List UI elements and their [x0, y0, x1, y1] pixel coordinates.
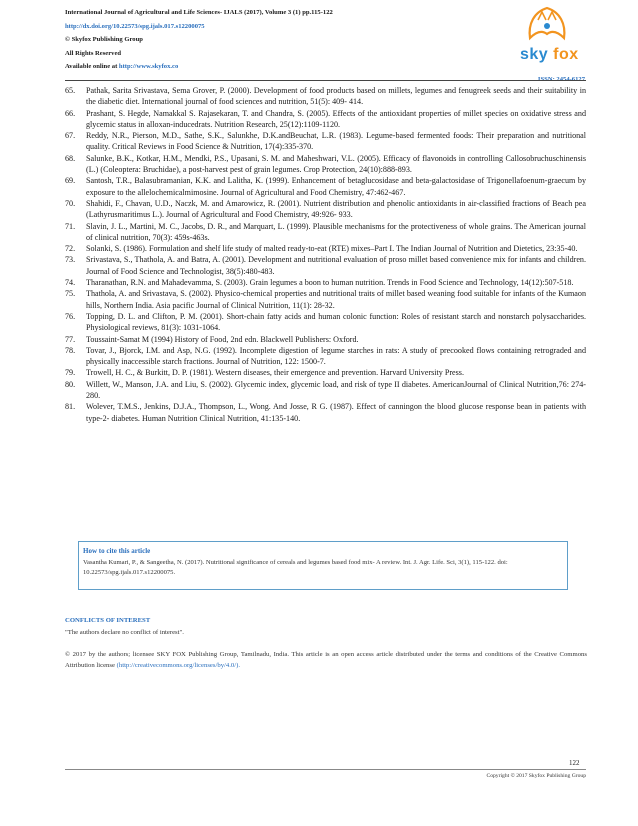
available-online: [65, 60, 585, 74]
journal-citation: International Journal of Agricultural and Life Sciences- IJALS (2017), Volume 3 (1) pp.115-122: [65, 9, 333, 16]
reference-text: Solanki, S. (1986). Formulation and shelf life study of malted ready-to-eat (RTE) mixes–Part I. The Indian Journal of Nutrition and Dietetics, 23:35-40.: [86, 244, 578, 254]
reference-number: 79.: [65, 368, 76, 378]
reference-number: 78.: [65, 345, 76, 355]
reference-item: [65, 401, 586, 424]
conflicts-statement: "The authors declare no conflict of interest".: [65, 629, 184, 636]
journal-header: [65, 6, 585, 83]
reference-item: [65, 198, 586, 221]
reference-item: [65, 108, 586, 131]
logo-wordmark: [520, 46, 579, 64]
rights-line: All Rights Reserved: [65, 49, 122, 57]
header-divider: [65, 80, 586, 81]
reference-text: Trowell, H. C., & Burkitt, D. P. (1981). Western diseases, their emergence and prevention. Harvard University Press.: [86, 368, 464, 378]
reference-item: [65, 175, 586, 198]
reference-number: 77.: [65, 334, 76, 344]
reference-text: Tovar, J., Bjorck, I.M. and Asp, N.G. (1992). Incomplete digestion of legume starches in rats: A study of precooked flows containing retrograded and physically inaccessible starch fractions. Journal of Nutrition, 122: 1500-7.: [86, 345, 586, 367]
citation-box: [78, 541, 568, 590]
reference-list: [65, 85, 586, 424]
reference-item: [65, 153, 586, 176]
skyfox-logo: [508, 4, 584, 66]
doi-link[interactable]: http://dx.doi.org/10.22573/spg.ijals.017.s12200075: [65, 22, 205, 30]
reference-item: [65, 254, 586, 277]
license-link[interactable]: (http://creativecommons.org/licenses/by/4.0/).: [116, 662, 241, 669]
reference-number: 80.: [65, 379, 76, 389]
conflicts-heading: CONFLICTS OF INTEREST: [65, 617, 151, 624]
available-label: Available online at: [65, 63, 119, 70]
reference-item: [65, 334, 586, 345]
publisher-line: © Skyfox Publishing Group: [65, 36, 143, 43]
reference-item: [65, 345, 586, 368]
reference-item: [65, 85, 586, 108]
reference-number: 65.: [65, 86, 76, 95]
reference-text: Pathak, Sarita Srivastava, Sema Grover, P. (2000). Development of food products based on millets, legumes and fenugreek seeds and their suitability in the diabetic diet. International journal of food sciences and nutrition, 51(5): 409- 414.: [86, 86, 586, 107]
reference-item: [65, 311, 586, 334]
reference-number: 76.: [65, 311, 76, 321]
reference-item: [65, 367, 586, 378]
reference-number: 66.: [65, 108, 76, 118]
reference-text: Slavin, J. L., Martini, M. C., Jacobs, D. R., and Marquart, L. (1999). Plausible mechanisms for the protectiveness of whole grains. The American journal of clinical nutrition, 70(3): 459s-463s.: [86, 221, 586, 242]
reference-text: Salunke, B.K., Kotkar, H.M., Mendki, P.S., Upasani, S. M. and Maheshwari, V.L. (2005). Efficacy of flavonoids in controlling Callosobruchuschinensis (L.) (Coleoptera: Bruchidae), a post-harvest pest of grain legumes. Crop Protection, 24(10):888-893.: [86, 153, 586, 175]
reference-number: 73.: [65, 255, 76, 265]
reference-item: [65, 288, 586, 311]
reference-number: 68.: [65, 153, 76, 163]
reference-number: 72.: [65, 244, 76, 254]
reference-number: 75.: [65, 289, 76, 299]
reference-number: 74.: [65, 278, 76, 288]
reference-item: [65, 277, 586, 288]
reference-item: [65, 379, 586, 402]
reference-text: Prashant, S. Hegde, Namakkal S. Rajasekaran, T. and Chandra, S. (2005). Effects of the antioxidant properties of millet species on oxidative stress and glycemic status in alloxan-inducedrats. Nutrition Research, 25(12):1109-1120.: [86, 108, 586, 129]
reference-text: Thathola, A. and Srivastava, S. (2002). Physico-chemical properties and nutritional traits of millet based weaning food suitable for infants of the Kumaon hills, Northern India. Asia pacific Journal of Clinical Nutrition, 11(1): 28-32.: [86, 289, 586, 310]
license-text: © 2017 by the authors; licensee SKY FOX Publishing Group, Tamilnadu, India. This article is an open access article distributed under the terms and conditions of the Creative Commons Attribution license: [65, 651, 587, 669]
reference-number: 81.: [65, 402, 76, 412]
page-number: 122: [569, 759, 580, 767]
reference-number: 69.: [65, 176, 76, 186]
citation-text: Vasantha Kumari, P., & Sangeetha, N. (2017). Nutritional significance of cereals and legumes based food mix- A review. Int. J. Agr. Life. Sci, 3(1), 115-122. doi: 10.22573/spg.ijals.017.s12200075.: [83, 559, 508, 576]
license-statement: [65, 649, 587, 671]
reference-text: Srivastava, S., Thathola, A. and Batra, A. (2001). Development and nutritional evaluation of proso millet based convenience mix for infants and children. Journal of Food Science and Technologist, 38(5):480-483.: [86, 255, 586, 276]
reference-number: 70.: [65, 198, 76, 208]
reference-text: Willett, W., Manson, J.A. and Liu, S. (2002). Glycemic index, glycemic load, and risk of type II diabetes. AmericanJournal of Clinical Nutrition,76: 274-280.: [86, 379, 586, 401]
citation-title: How to cite this article: [83, 547, 151, 555]
logo-sky: sky: [520, 46, 549, 63]
reference-text: Topping, D. L. and Clifton, P. M. (2001). Short-chain fatty acids and human colonic function: Roles of resistant starch and nonstarch polysaccharides. Physiological reviews, 81(3): 1031-1064.: [86, 311, 586, 333]
reference-text: Santosh, T.R., Balasubramanian, K.K. and Lalitha, K. (1999). Enhancement of betaglucosidase and beta-galactosidase of Trigonellafoenum-graecum by exposure to the allelochemicalmimosine. Journal of Agricultural and Food Chemistry, 47:462-467.: [86, 176, 586, 197]
logo-fox: fox: [553, 46, 579, 63]
footer-divider: [65, 769, 586, 770]
reference-item: [65, 243, 586, 254]
footer-copyright: Copyright © 2017 Skyfox Publishing Group: [486, 773, 586, 779]
reference-text: Reddy, N.R., Pierson, M.D., Sathe, S.K., Salunkhe, D.K.andBeuchat, L.R. (1983). Legume-based fermented foods: Their preparation and nutritional quality. Critical Reviews in Food Science & Nutrition, 17(4):335-370.: [86, 131, 586, 152]
reference-text: Toussaint-Samat M (1994) History of Food, 2nd edn. Blackwell Publishers: Oxford.: [86, 334, 359, 344]
issn: ISSN: 2454-6127: [537, 76, 585, 83]
reference-number: 67.: [65, 131, 76, 141]
website-link[interactable]: http://www.skyfox.co: [118, 63, 179, 70]
reference-text: Tharanathan, R.N. and Mahadevamma, S. (2003). Grain legumes a boon to human nutrition. Trends in Food Science and Technology, 14(12):507-518.: [86, 278, 574, 288]
reference-item: [65, 221, 586, 244]
reference-text: Shahidi, F., Chavan, U.D., Naczk, M. and Amarowicz, R. (2001). Nutrient distribution and phenolic antioxidants in air-classified fractions of Beach pea (Lathyrusmaritimus L.). Journal of Agricultural and Food Chemistry, 49:926- 933.: [86, 198, 586, 220]
reference-item: [65, 130, 586, 153]
fox-emblem-icon: [522, 4, 572, 46]
reference-number: 71.: [65, 221, 76, 231]
reference-text: Wolever, T.M.S., Jenkins, D.J.A., Thompson, L., Wong. And Josse, R G. (1987). Effect of canningon the blood glucose response bean in patients with type-2- diabetes. Human Nutrition Clinical Nutrition, 41:135-140.: [86, 402, 586, 423]
